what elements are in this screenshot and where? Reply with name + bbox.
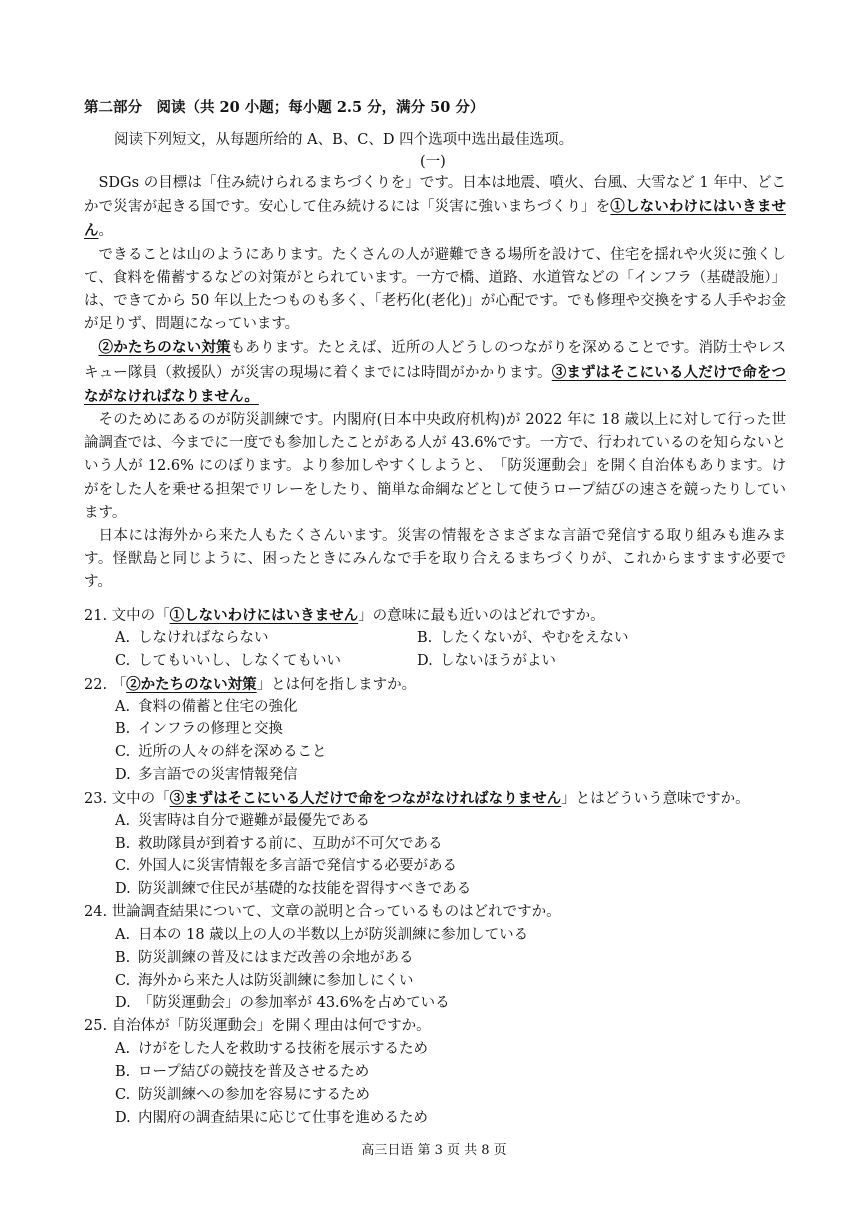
underlined-phrase-3: ③まずはそこにいる人だけで命をつながなければなりません。 <box>84 363 787 405</box>
passage-number: (一) <box>420 154 446 170</box>
option-letter: D. <box>115 995 131 1012</box>
option-d[interactable] <box>417 650 556 673</box>
option-row <box>84 1107 804 1130</box>
page-footer: 高三日语 第 3 页 共 8 页 <box>361 1143 507 1158</box>
option-text: 災害時は自分で避難が最優先である <box>138 812 370 829</box>
option-a[interactable] <box>115 696 298 719</box>
option-letter: B. <box>115 949 131 966</box>
option-b[interactable] <box>115 1061 369 1084</box>
option-d[interactable] <box>115 764 298 787</box>
question-22 <box>84 673 804 787</box>
passage-paragraph-4: そのためにあるのが防災訓練です。内閣府(日本中央政府机构)が 2022 年に 18 歳以上に対して行った世論調査では、今までに一度でも参加したことがある人が 43.6%です。一方で、行われているのを知らないという人が 12.6% にのぼります。より参加しやすくしようと、 「防災運動会」を開く自治体もあります。けがをした人を乗せる担架でリレーをしたり、簡単な命綱などとして使うロープ結びの速さを競ったりしています。 <box>84 412 786 521</box>
question-stem <box>84 1015 804 1038</box>
option-text: 多言語での災害情報発信 <box>138 766 298 783</box>
option-a[interactable] <box>115 810 370 833</box>
option-d[interactable] <box>115 878 471 901</box>
option-letter: A. <box>115 812 131 829</box>
option-letter: C. <box>115 972 131 989</box>
option-row <box>84 718 804 741</box>
question-stem <box>84 604 804 627</box>
option-row <box>84 1038 804 1061</box>
option-text: 外国人に災害情報を多言語で発信する必要がある <box>138 858 457 875</box>
question-stem <box>84 787 804 810</box>
passage-paragraph-1 <box>84 172 786 244</box>
option-d[interactable] <box>115 1107 428 1130</box>
option-b[interactable] <box>115 833 443 856</box>
passage-paragraph-3 <box>84 336 786 409</box>
option-row <box>84 764 804 787</box>
option-text: 「防災運動会」の参加率が 43.6%を占めている <box>138 995 450 1012</box>
option-letter: C. <box>115 858 131 875</box>
option-b[interactable] <box>417 627 629 650</box>
stem-text: 21. 文中の「 <box>84 608 170 624</box>
question-stem <box>84 673 804 696</box>
option-text: 近所の人々の絆を深めること <box>138 744 327 761</box>
stem-underlined: ①しないわけにはいきません <box>169 607 359 624</box>
stem-text: 24. 世論調査結果について、文章の説明と合っているものはどれですか。 <box>84 903 561 920</box>
option-letter: B. <box>115 1063 131 1080</box>
option-letter: C. <box>115 1086 131 1103</box>
option-a[interactable] <box>115 924 528 947</box>
stem-text: 23. 文中の「 <box>84 790 170 807</box>
stem-text: 22. 「 <box>84 676 127 693</box>
option-row <box>84 947 804 970</box>
option-text: 防災訓練への参加を容易にするため <box>138 1086 370 1103</box>
option-letter: C. <box>115 744 131 761</box>
option-letter: B. <box>417 630 433 646</box>
question-23 <box>84 787 804 901</box>
underlined-phrase-1: ①しないわけにはいきません <box>84 198 786 240</box>
option-text: 日本の 18 歳以上の人の半数以上が防災訓練に参加している <box>138 926 529 943</box>
option-row <box>84 1084 804 1107</box>
option-text: 食料の備蓄と住宅の強化 <box>138 698 298 715</box>
section-instruction: 阅读下列短文，从每题所给的 A、B、C、D 四个选项中选出最佳选项。 <box>114 132 574 148</box>
paragraph-text: SDGs の目標は「住み続けられるまちづくりを」です。日本は地震、噴火、台風、大雪など 1 年中、どこかで災害が起きる国です。安心して住み続けるには「災害に強いまちづくり」を <box>84 175 786 216</box>
option-row <box>84 741 804 764</box>
option-c[interactable] <box>115 650 341 673</box>
option-row <box>84 810 804 833</box>
section-title: 第二部分 阅读（共 20 小题；每小题 2.5 分，满分 50 分） <box>84 99 485 116</box>
option-text: 海外から来た人は防災訓練に参加しにくい <box>138 972 414 989</box>
paragraph-text: 。 <box>98 223 113 240</box>
option-letter: A. <box>115 630 131 646</box>
option-letter: D. <box>115 881 131 898</box>
option-text: ロープ結びの競技を普及させるため <box>138 1063 370 1080</box>
option-c[interactable] <box>115 1084 370 1107</box>
option-b[interactable] <box>115 718 283 741</box>
option-text: 救助隊員が到着する前に、互助が不可欠である <box>138 835 443 852</box>
option-letter: B. <box>115 835 131 852</box>
option-text: 内閣府の調査結果に応じて仕事を進めるため <box>138 1109 428 1126</box>
option-row <box>84 650 804 673</box>
option-text: しないほうがよい <box>440 652 556 669</box>
question-list <box>84 604 804 1129</box>
option-a[interactable] <box>115 627 269 650</box>
option-text: 防災訓練で住民が基礎的な技能を習得すべきである <box>138 881 472 898</box>
option-letter: B. <box>115 721 131 738</box>
option-text: 防災訓練の普及にはまだ改善の余地がある <box>138 949 414 966</box>
option-letter: C. <box>115 652 131 669</box>
option-b[interactable] <box>115 947 414 970</box>
option-row <box>84 878 804 901</box>
option-row <box>84 992 804 1015</box>
question-24 <box>84 901 804 1015</box>
passage-paragraph-5: 日本には海外から来た人もたくさんいます。災害の情報をさまざまな言語で発信する取り組みも進みます。怪獣島と同じように、困ったときにみんなで手を取り合えるまちづくりが、これからますます必要です。 <box>84 528 786 591</box>
option-row <box>84 1061 804 1084</box>
option-text: けがをした人を救助する技術を展示するため <box>138 1041 428 1058</box>
question-21 <box>84 604 804 673</box>
option-row <box>84 627 804 650</box>
option-c[interactable] <box>115 855 457 878</box>
option-row <box>84 924 804 947</box>
option-text: したくないが、やむをえない <box>440 630 629 646</box>
option-c[interactable] <box>115 970 414 993</box>
option-row <box>84 833 804 856</box>
option-row <box>84 970 804 993</box>
option-letter: A. <box>115 698 131 715</box>
option-text: してもいいし、しなくてもいい <box>138 652 341 669</box>
passage-paragraph-2: できることは山のようにあります。たくさんの人が避難できる場所を設けて、住宅を揺れや火災に強くして、食料を備蓄するなどの対策がとられています。一方で橋、道路、水道管などの「インフラ（基礎設施）」は、できてから 50 年以上たつものも多く、「老朽化(老化)」が心配です。でも修理や交換をする人手やお金が足りず、問題になっています。 <box>84 246 786 333</box>
stem-text: 」とは何を指しますか。 <box>256 676 417 693</box>
paragraph-text: もあります。たとえば、近所の人どうしのつながりを深めることです。消防士やレスキュー隊員（救援队）が災害の現場に着くまでには時間がかかります。 <box>84 340 786 381</box>
stem-text: 25. 自治体が「防災運動会」を開く理由は何ですか。 <box>84 1018 431 1035</box>
option-letter: A. <box>115 926 131 943</box>
stem-underlined: ②かたちのない対策 <box>126 675 257 693</box>
option-letter: D. <box>115 1109 131 1126</box>
option-letter: A. <box>115 1041 131 1058</box>
question-25 <box>84 1015 804 1129</box>
option-row <box>84 855 804 878</box>
option-letter: D. <box>417 652 433 669</box>
option-d[interactable] <box>115 992 450 1015</box>
question-stem <box>84 901 804 924</box>
stem-underlined: ③まずはそこにいる人だけで命をつながなければなりません <box>169 789 562 807</box>
option-text: インフラの修理と交換 <box>138 721 283 738</box>
option-letter: D. <box>115 766 131 783</box>
option-a[interactable] <box>115 1038 428 1061</box>
option-c[interactable] <box>115 741 327 764</box>
reading-passage <box>84 172 786 595</box>
option-row <box>84 696 804 719</box>
option-text: しなければならない <box>138 630 269 646</box>
stem-text: 」とはどういう意味ですか。 <box>561 790 750 807</box>
stem-text: 」の意味に最も近いのはどれですか。 <box>358 608 605 624</box>
underlined-phrase-2: ②かたちのない対策 <box>98 339 231 357</box>
